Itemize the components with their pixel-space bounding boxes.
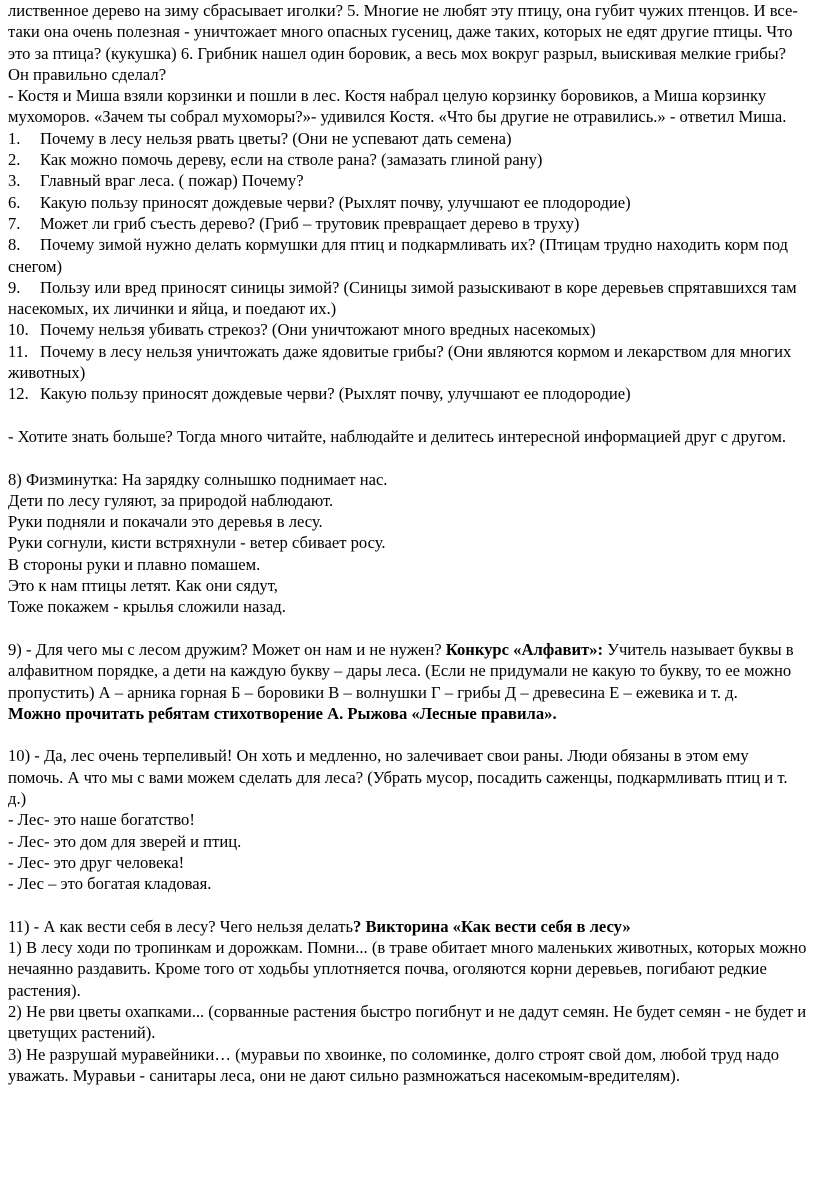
list-text: Как можно помочь дереву, если на стволе рана? (замазать глиной рану) xyxy=(40,150,543,170)
quiz-title: ? Викторина «Как вести себя в лесу» xyxy=(353,916,631,936)
quiz-item: 3) Не разрушай муравейники… (муравьи по хвоинке, по соломинке, долго строят свой дом, любой труд надо уважать. Муравьи - санитары леса, они не дают сильно размножаться насекомым-вредителям). xyxy=(8,1044,780,1085)
list-item xyxy=(8,341,808,384)
poem-recommendation: Можно прочитать ребятам стихотворение А. Рыжова «Лесные правила». xyxy=(8,703,557,723)
list-item xyxy=(8,319,808,340)
list-text: Пользу или вред приносят синицы зимой? (Синицы зимой разыскивают в коре деревьев спрятавшихся там насекомых, их личинки и яйца, и поедают их.) xyxy=(8,277,797,319)
list-text: Почему нельзя убивать стрекоз? (Они уничтожают много вредных насекомых) xyxy=(40,320,596,340)
forest-line: - Лес- это наше богатство! xyxy=(8,810,195,830)
spacer xyxy=(8,894,808,915)
list-item xyxy=(8,277,808,320)
section-11-heading xyxy=(8,916,808,937)
list-text: Почему зимой нужно делать кормушки для птиц и подкармливать их? (Птицам трудно находить корм под снегом) xyxy=(8,235,789,276)
spacer xyxy=(8,405,808,426)
poem-line: Руки согнули, кисти встряхнули - ветер сбивает росу. xyxy=(8,533,386,553)
poem-line: Руки подняли и покачали это деревья в лесу. xyxy=(8,512,323,532)
section-9-paragraph xyxy=(8,639,808,703)
contest-title: Конкурс «Алфавит»: xyxy=(445,639,604,659)
section-9-lead: 9) - Для чего мы с лесом дружим? Может он нам и не нужен? xyxy=(8,639,446,659)
list-number: 11. xyxy=(8,341,29,361)
section-9-body: Учитель называет буквы в алфавитном порядке, а дети на каждую букву – дары леса. (Если не придумали не какую то букву, то ее можно пропустить) А – арника горная Б – боровики В – волнушки Г – грибы Д – древесина Е – ежевика и т. д. xyxy=(8,639,794,702)
questions-list xyxy=(8,128,808,405)
poem-line: Тоже покажем - крылья сложили назад. xyxy=(8,597,286,617)
poem-line: Это к нам птицы летят. Как они сядут, xyxy=(8,576,278,596)
list-number: 7. xyxy=(8,213,21,233)
section-11-lead: 11) - А как вести себя в лесу? Чего нельзя делать xyxy=(8,916,354,936)
forest-line: - Лес- это друг человека! xyxy=(8,852,185,872)
list-item xyxy=(8,128,808,149)
list-text: Почему в лесу нельзя рвать цветы? (Они не успевают дать семена) xyxy=(40,128,512,148)
list-number: 12. xyxy=(8,384,29,404)
section-10-paragraph: 10) - Да, лес очень терпеливый! Он хоть и медленно, но залечивает свои раны. Люди обязаны в этом ему помочь. А что мы с вами можем сделать для леса? (Убрать мусор, посадить саженцы, подкармливать птиц и т. д.) xyxy=(8,746,788,808)
spacer xyxy=(8,724,808,745)
list-number: 9. xyxy=(8,277,21,297)
list-item xyxy=(8,383,808,404)
forest-line: - Лес- это дом для зверей и птиц. xyxy=(8,831,242,851)
list-number: 1. xyxy=(8,128,21,148)
list-number: 2. xyxy=(8,150,21,170)
list-text: Какую пользу приносят дождевые черви? (Рыхлят почву, улучшают ее плодородие) xyxy=(40,192,631,212)
list-number: 6. xyxy=(8,192,21,212)
list-number: 3. xyxy=(8,171,21,191)
spacer xyxy=(8,447,808,468)
list-item xyxy=(8,170,808,191)
list-number: 8. xyxy=(8,235,21,255)
poem-line: 8) Физминутка: На зарядку солнышко поднимает нас. xyxy=(8,469,388,489)
poem-line: Дети по лесу гуляют, за природой наблюдают. xyxy=(8,490,334,510)
want-more-paragraph: - Хотите знать больше? Тогда много читайте, наблюдайте и делитесь интересной информацией друг с другом. xyxy=(8,426,787,446)
list-text: Почему в лесу нельзя уничтожать даже ядовитые грибы? (Они являются кормом и лекарством для многих животных) xyxy=(8,341,792,383)
intro-paragraph: лиственное дерево на зиму сбрасывает иголки? 5. Многие не любят эту птицу, она губит чужих птенцов. И все-таки она очень полезная - уничтожает много опасных гусениц, даже таких, которых не едят другие птицы. Что это за птица? (кукушка) 6. Грибник нашел один боровик, а весь мох вокруг разрыл, выискивая мелкие грибы? Он правильно сделал? xyxy=(8,1,798,84)
story-paragraph: - Костя и Миша взяли корзинки и пошли в лес. Костя набрал целую корзинку боровиков, а Миша корзинку мухоморов. «Зачем ты собрал мухоморы?»- удивился Костя. «Что бы другие не отравились.» - ответил Миша. xyxy=(8,86,787,127)
list-text: Главный враг леса. ( пожар) Почему? xyxy=(40,171,304,191)
list-item xyxy=(8,149,808,170)
poem-line: В стороны руки и плавно помашем. xyxy=(8,554,261,574)
list-number: 10. xyxy=(8,320,29,340)
list-text: Какую пользу приносят дождевые черви? (Рыхлят почву, улучшают ее плодородие) xyxy=(40,384,631,404)
list-item xyxy=(8,192,808,213)
list-item xyxy=(8,213,808,234)
list-text: Может ли гриб съесть дерево? (Гриб – трутовик превращает дерево в труху) xyxy=(40,213,580,233)
spacer xyxy=(8,618,808,639)
quiz-item: 2) Не рви цветы охапками... (сорванные растения быстро погибнут и не дадут семян. Не будет семян - не будет и цветущих растений). xyxy=(8,1001,807,1043)
forest-line: - Лес – это богатая кладовая. xyxy=(8,874,212,894)
quiz-item: 1) В лесу ходи по тропинкам и дорожкам. Помни... (в траве обитает много маленьких животных, которых можно нечаянно раздавить. Кроме того от ходьбы уплотняется почва, оголяются корни деревьев, погибают редкие растения). xyxy=(8,938,807,1000)
list-item xyxy=(8,234,808,277)
fizminutka-poem xyxy=(8,469,808,618)
